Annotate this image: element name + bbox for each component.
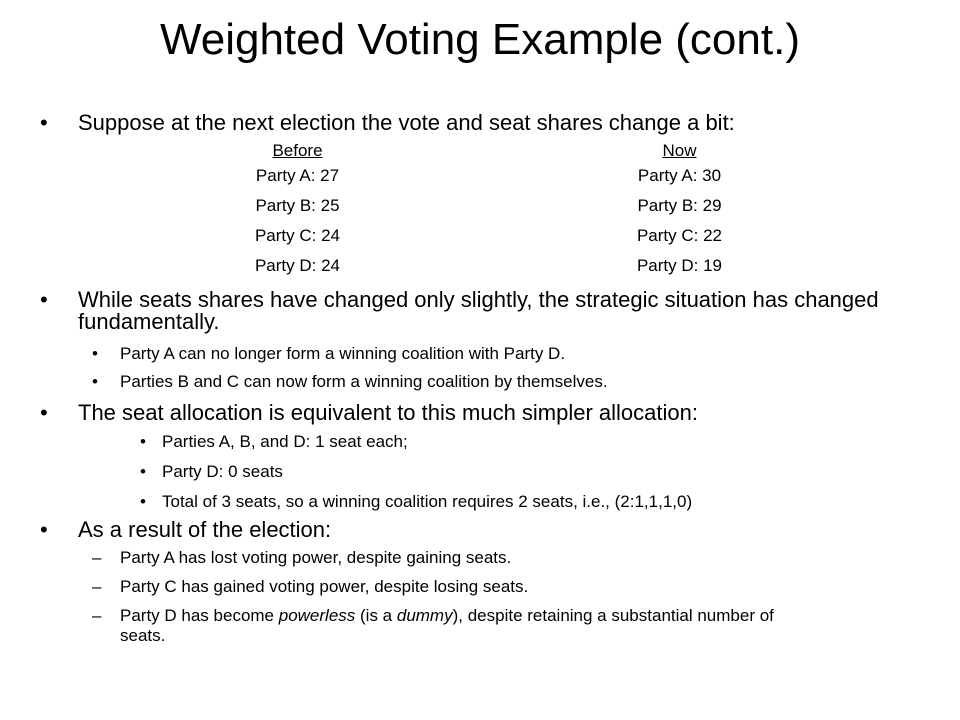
before-header: Before <box>272 141 323 160</box>
point2-sub-2: Parties B and C can now form a winning coalition by themselves. <box>120 372 608 391</box>
point4-sub-2: Party C has gained voting power, despite losing seats. <box>120 577 529 596</box>
point4-sub-3 <box>120 606 820 646</box>
point3-text: The seat allocation is equivalent to this much simpler allocation: <box>78 400 698 425</box>
point4-sub-3-pre: Party D has become <box>120 606 279 625</box>
before-party-a: Party A: 27 <box>255 166 340 185</box>
now-column <box>607 141 752 286</box>
dash-marker: – <box>92 577 102 596</box>
point2-text: While seats shares have changed only slightly, the strategic situation has changed fundamentally. <box>78 287 879 334</box>
dash-marker: – <box>92 606 102 625</box>
point2-sub-1: Party A can no longer form a winning coalition with Party D. <box>120 344 566 363</box>
point4-text: As a result of the election: <box>78 517 332 542</box>
point4-sub-3-mid: (is a <box>355 606 397 625</box>
bullet-marker: • <box>40 287 48 312</box>
bullet-marker: • <box>40 517 48 542</box>
point3-sub-2: Party D: 0 seats <box>162 462 283 481</box>
now-party-d: Party D: 19 <box>636 256 723 275</box>
point4-sub-1: Party A has lost voting power, despite gaining seats. <box>120 548 512 567</box>
sub-bullet-marker: • <box>140 432 146 451</box>
point3-sub-3: Total of 3 seats, so a winning coalition requires 2 seats, i.e., (2:1,1,1,0) <box>162 492 693 511</box>
slide-title: Weighted Voting Example (cont.) <box>160 15 800 64</box>
before-party-c: Party C: 24 <box>254 226 341 245</box>
sub-bullet-marker: • <box>140 462 146 481</box>
powerless-emphasis: powerless <box>278 606 356 625</box>
bullet-marker: • <box>40 110 48 135</box>
sub-bullet-marker: • <box>92 344 98 363</box>
now-party-a: Party A: 30 <box>637 166 722 185</box>
sub-bullet-marker: • <box>140 492 146 511</box>
before-column <box>225 141 370 286</box>
now-header: Now <box>662 141 697 160</box>
before-party-b: Party B: 25 <box>255 196 340 215</box>
point3-sub-1: Parties A, B, and D: 1 seat each; <box>162 432 408 451</box>
now-party-c: Party C: 22 <box>636 226 723 245</box>
bullet-marker: • <box>40 400 48 425</box>
dash-marker: – <box>92 548 102 567</box>
before-party-d: Party D: 24 <box>254 256 341 275</box>
sub-bullet-marker: • <box>92 372 98 391</box>
now-party-b: Party B: 29 <box>637 196 722 215</box>
dummy-emphasis: dummy <box>396 606 453 625</box>
point4-sub-3-post: ), despite retaining a substantial number of seats. <box>120 606 774 645</box>
intro-text: Suppose at the next election the vote and seat shares change a bit: <box>78 110 735 135</box>
